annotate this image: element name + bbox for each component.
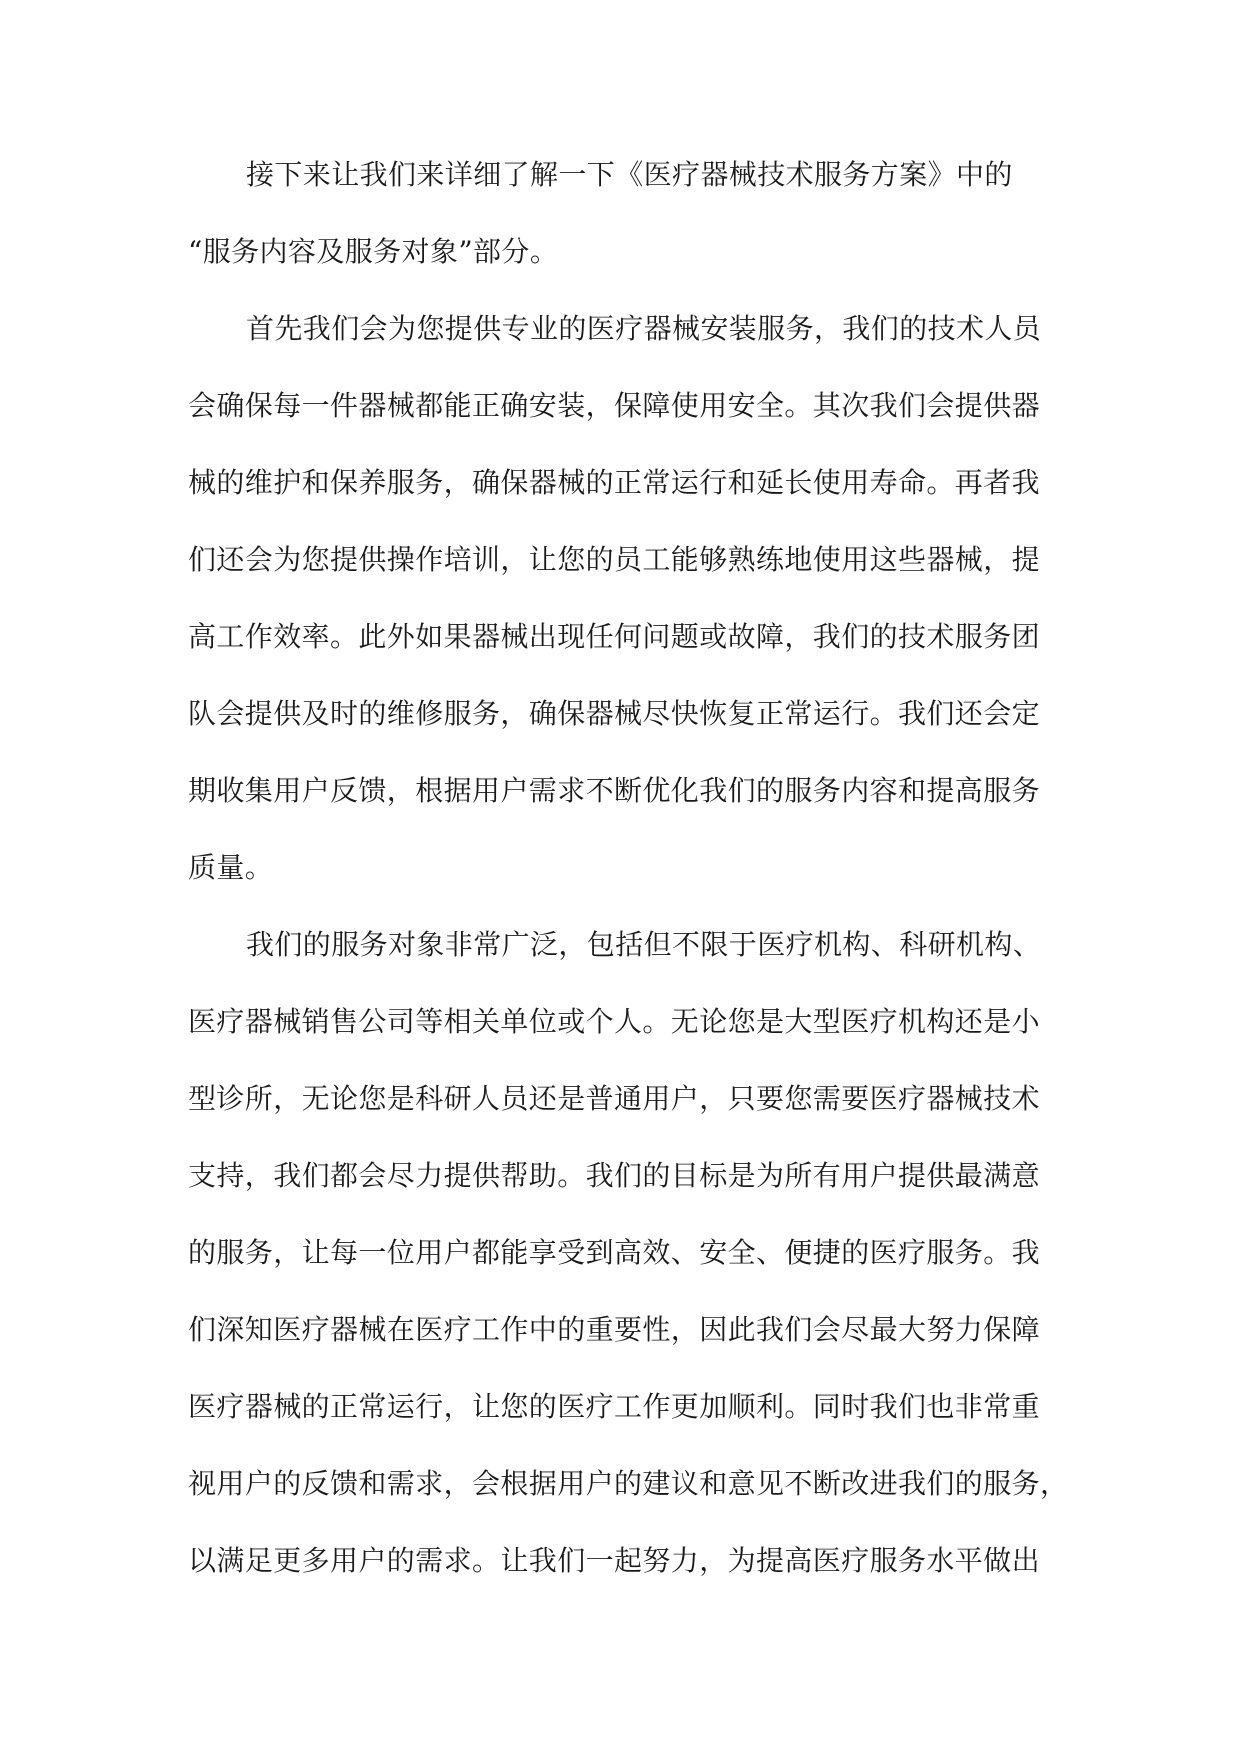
text-line: 型诊所，无论您是科研人员还是普通用户，只要您需要医疗器械技术	[188, 1082, 1041, 1115]
text-line: 我们的服务对象非常广泛，包括但不限于医疗机构、科研机构、	[246, 928, 1042, 961]
text-line: 接下来让我们来详细了解一下《医疗器械技术服务方案》中的	[246, 158, 1013, 191]
text-line: “服务内容及服务对象”部分。	[188, 235, 559, 268]
text-line: 以满足更多用户的需求。让我们一起努力，为提高医疗服务水平做出	[188, 1544, 1041, 1577]
text-line: 械的维护和保养服务，确保器械的正常运行和延长使用寿命。再者我	[188, 466, 1041, 499]
text-line: 视用户的反馈和需求，会根据用户的建议和意见不断改进我们的服务，	[188, 1467, 1069, 1500]
text-line: 质量。	[188, 851, 274, 884]
text-line: 的服务，让每一位用户都能享受到高效、安全、便捷的医疗服务。我	[188, 1236, 1041, 1269]
text-line: 支持，我们都会尽力提供帮助。我们的目标是为所有用户提供最满意	[188, 1159, 1041, 1192]
document-body	[188, 136, 1069, 1599]
text-line: 会确保每一件器械都能正确安装，保障使用安全。其次我们会提供器	[188, 389, 1041, 422]
text-line: 首先我们会为您提供专业的医疗器械安装服务，我们的技术人员	[246, 312, 1042, 345]
text-line: 队会提供及时的维修服务，确保器械尽快恢复正常运行。我们还会定	[188, 697, 1041, 730]
text-line: 医疗器械的正常运行，让您的医疗工作更加顺利。同时我们也非常重	[188, 1390, 1041, 1423]
text-line: 们深知医疗器械在医疗工作中的重要性，因此我们会尽最大努力保障	[188, 1313, 1041, 1346]
paragraph-intro	[188, 136, 1054, 290]
text-line: 高工作效率。此外如果器械出现任何问题或故障，我们的技术服务团	[188, 620, 1041, 653]
text-line: 期收集用户反馈，根据用户需求不断优化我们的服务内容和提高服务	[188, 774, 1041, 807]
paragraph-service-targets	[188, 906, 1069, 1599]
paragraph-service-content	[188, 290, 1054, 906]
text-line: 医疗器械销售公司等相关单位或个人。无论您是大型医疗机构还是小	[188, 1005, 1041, 1038]
text-line: 们还会为您提供操作培训，让您的员工能够熟练地使用这些器械，提	[188, 543, 1041, 576]
